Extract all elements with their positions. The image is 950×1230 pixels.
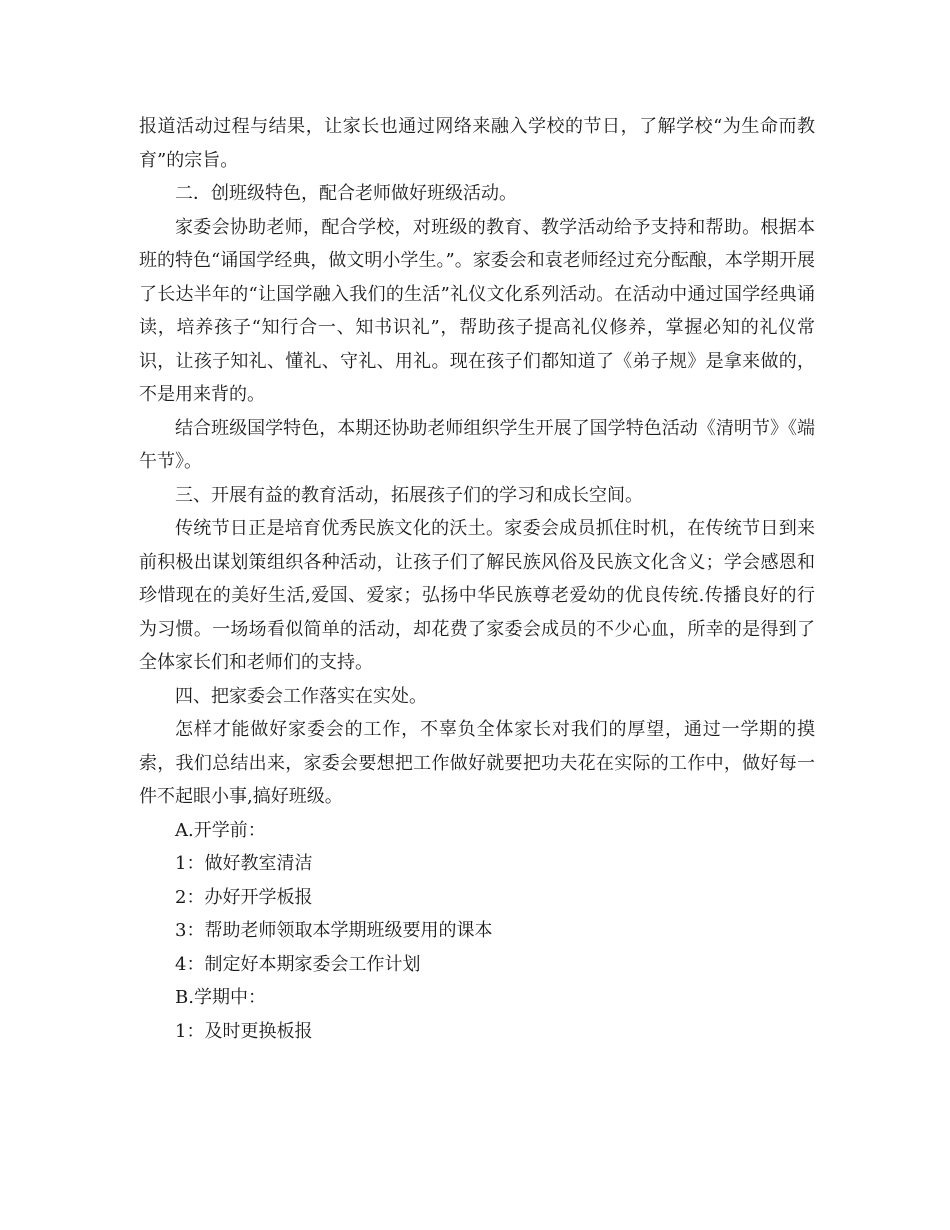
heading-section-four: 四、把家委会工作落实在实处。 [175,685,427,707]
list-item: 4：制定好本期家委会工作计划 [175,953,421,975]
list-item: 1：及时更换板报 [175,1020,313,1042]
paragraph-work-practice: 怎样才能做好家委会的工作，不辜负全体家长对我们的厚望，通过一学期的摸索，我们总结出来，家委会要想把工作做好就要把功夫花在实际的工作中，做好每一件不起眼小事,搞好班级。 [139,719,815,807]
heading-section-two: 二．创班级特色，配合老师做好班级活动。 [175,183,517,204]
heading-section-three: 三、开展有益的教育活动，拓展孩子们的学习和成长空间。 [175,484,643,506]
list-heading-mid-term: B.学期中： [175,987,266,1008]
list-item: 1：做好教室清洁 [175,853,313,874]
list-item: 2：办好开学板报 [175,886,313,908]
paragraph-guoxue-activities: 结合班级国学特色，本期还协助老师组织学生开展了国学特色活动《清明节》《端午节》。 [139,417,815,472]
paragraph-traditional-festivals: 传统节日正是培育优秀民族文化的沃土。家委会成员抓住时机，在传统节日到来前积极出谋划策组织各种活动，让孩子们了解民族风俗及民族文化含义；学会感恩和珍惜现在的美好生活,爱国、爱家；弘扬中华民族尊老爱幼的优良传统.传播良好的行为习惯。一场场看似简单的活动，却花费了家委会成员的不少心血，所幸的是得到了全体家长们和老师们的支持。 [139,518,815,673]
document-body [139,110,815,1048]
list-item: 3：帮助老师领取本学期班级要用的课本 [175,920,493,941]
paragraph-intro-continuation: 报道活动过程与结果，让家长也通过网络来融入学校的节日，了解学校“为生命而教育”的宗旨。 [139,116,815,171]
list-heading-before-term: A.开学前： [175,819,266,841]
paragraph-class-feature: 家委会协助老师，配合学校，对班级的教育、教学活动给予支持和帮助。根据本班的特色“诵国学经典，做文明小学生。”。家委会和袁老师经过充分酝酿，本学期开展了长达半年的“让国学融入我们的生活”礼仪文化系列活动。在活动中通过国学经典诵读，培养孩子“知行合一、知书识礼”，帮助孩子提高礼仪修养，掌握必知的礼仪常识，让孩子知礼、懂礼、守礼、用礼。现在孩子们都知道了《弟子规》是拿来做的，不是用来背的。 [139,216,815,405]
